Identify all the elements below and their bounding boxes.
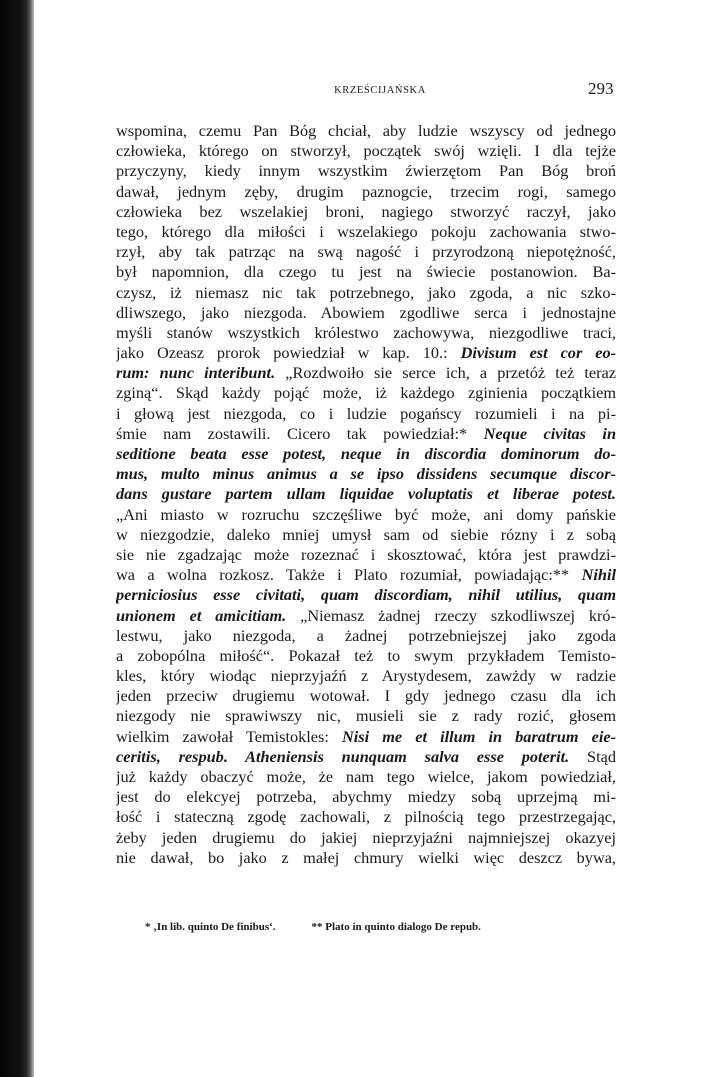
- text-line: [116, 404, 616, 424]
- text-line: [116, 545, 616, 565]
- text-line: [116, 323, 616, 343]
- text-line: [116, 807, 616, 827]
- text-segment: czysz, iż niemasz nic tak potrzebnego, jako zgoda, a nic szko-: [116, 282, 616, 302]
- text-line: [116, 444, 616, 464]
- latin-quote-segment: Nisi me et illum in baratrum eie-: [341, 726, 616, 746]
- text-line: [116, 565, 616, 585]
- text-line: [116, 585, 616, 605]
- latin-quote-segment: seditione beata esse potest, neque in discordia dominorum do-: [116, 444, 616, 463]
- text-line: [116, 242, 616, 262]
- latin-quote-segment: dans gustare partem ullam liquidae voluptatis et liberae potest.: [116, 484, 616, 504]
- text-segment: i głową jest niezgoda, co i ludzie pogańscy rozumieli i na pi-: [116, 403, 616, 423]
- latin-quote-segment: rum: nunc interibunt.: [116, 363, 276, 383]
- text-segment: niezgody nie sprawiwszy nic, musieli sie z rady rozić, głosem: [116, 706, 616, 726]
- text-line: [116, 626, 616, 646]
- text-line: [116, 202, 616, 222]
- text-line: [116, 343, 616, 363]
- text-segment: „Ani miasto w rozruchu szczęśliwe być może, ani domy pańskie: [116, 504, 616, 524]
- latin-quote-segment: perniciosius esse civitati, quam discordiam, nihil utilius, quam: [116, 585, 616, 605]
- text-line: [116, 727, 616, 747]
- text-line: [116, 222, 616, 242]
- text-line: [116, 262, 616, 282]
- text-line: [116, 283, 616, 303]
- text-segment: jeden przeciw drugiemu wotował. I gdy jednego czasu dla ich: [116, 686, 616, 706]
- text-line: [116, 706, 616, 726]
- text-line: [116, 666, 616, 686]
- text-line: [116, 121, 616, 141]
- text-line: [116, 505, 616, 525]
- text-line: [116, 747, 616, 767]
- page-number: 293: [588, 79, 614, 98]
- text-line: [116, 141, 616, 161]
- text-segment: lestwu, jako niezgoda, a żadnej potrzebniejszej jako zgoda: [116, 625, 616, 645]
- running-header: KRZEŚCIJAŃSKA: [334, 85, 426, 96]
- text-line: [116, 606, 616, 626]
- text-segment: jest do elekcyej potrzeba, abychmy miedzy sobą uprzejmą mi-: [116, 787, 616, 807]
- footnotes: [145, 921, 605, 933]
- text-line: [116, 161, 616, 181]
- text-line: [116, 363, 616, 383]
- text-line: [116, 848, 616, 868]
- text-segment: człowieka, którego on stworzył, początek swój wzięli. I dla tejże: [116, 141, 616, 161]
- footnote-1: * ‚In lib. quinto De finibus‘.: [145, 921, 276, 933]
- text-line: [116, 686, 616, 706]
- text-segment: zginą“. Skąd każdy pojąć może, iż każdego zginienia początkiem: [116, 383, 616, 403]
- text-segment: myśli stanów wszystkich królestwo zachowywa, niezgodliwe traci,: [116, 322, 616, 342]
- text-segment: sie nie zgadzając może rozeznać i skosztować, która jest prawdzi-: [116, 544, 616, 564]
- body-text: [116, 121, 616, 868]
- book-spine-edge: [0, 0, 34, 1077]
- latin-quote-segment: Divisum est cor eo-: [460, 343, 616, 363]
- text-segment: wa a wolna rozkosz. Także i Plato rozumiał, powiadając:**: [116, 565, 582, 585]
- text-line: [116, 464, 616, 484]
- text-segment: jako Ozeasz prorok powiedział w kap. 10.:: [116, 343, 461, 363]
- text-segment: a zobopólna miłość“. Pokazał też to swym przykładem Temisto-: [116, 645, 616, 665]
- text-segment: żeby jeden drugiemu do jakiej nieprzyjaźni najmniejszej okazyej: [116, 827, 616, 847]
- text-segment: dawał, jednym zęby, drugim paznogcie, trzecim rogi, samego: [116, 181, 616, 201]
- text-segment: wspomina, czemu Pan Bóg chciał, aby ludzie wszyscy od jednego: [116, 121, 616, 140]
- text-line: [116, 646, 616, 666]
- text-segment: „Niemasz żadnej rzeczy szkodliwszej kró-: [286, 605, 616, 625]
- footnote-2: ** Plato in quinto dialogo De repub.: [311, 921, 481, 933]
- text-line: [116, 424, 616, 444]
- text-segment: łość i stateczną zgodę zachowali, z pilnością tego przestrzegając,: [116, 807, 616, 827]
- latin-quote-segment: ceritis, respub. Atheniensis nunquam salva esse poterit.: [116, 746, 570, 766]
- text-line: [116, 383, 616, 403]
- latin-quote-segment: unionem et amicitiam.: [116, 605, 287, 625]
- text-line: [116, 787, 616, 807]
- text-segment: nie dawał, bo jako z małej chmury wielki więc deszcz bywa,: [116, 847, 616, 867]
- text-line: [116, 182, 616, 202]
- latin-quote-segment: Neque civitas in: [483, 423, 616, 443]
- text-segment: wielkim zawołał Temistokles:: [116, 726, 342, 746]
- text-segment: już każdy obaczyć może, że nam tego wielce, jakom powiedział,: [116, 767, 616, 786]
- latin-quote-segment: Nihil: [581, 565, 616, 585]
- text-segment: śmie nam zostawili. Cicero tak powiedział:*: [116, 423, 484, 443]
- text-line: [116, 767, 616, 787]
- text-segment: był napomnion, dla czego tu jest na świecie postanowion. Ba-: [116, 262, 616, 282]
- text-segment: kles, który wiodąc nieprzyjaźń z Arystydesem, zawżdy w radzie: [116, 666, 616, 686]
- text-segment: rzył, aby tak patrząc na swą nagość i przyrodzoną niepotężność,: [116, 242, 616, 262]
- text-segment: „Rozdwoiło sie serce ich, a przetóż też teraz: [275, 363, 616, 383]
- text-segment: tego, którego dla miłości i wszelakiego pokoju zachowania stwo-: [116, 221, 616, 241]
- text-segment: człowieka bez wszelakiej broni, nagiego stworzyć raczył, jako: [116, 201, 616, 221]
- text-line: [116, 828, 616, 848]
- text-segment: Stąd: [569, 746, 616, 766]
- text-line: [116, 303, 616, 323]
- text-segment: w niezgodzie, daleko mniej umysł sam od siebie rózny i z sobą: [116, 524, 616, 544]
- text-line: [116, 525, 616, 545]
- text-segment: dliwszego, jako niezgoda. Abowiem zgodliwe serca i jednostajne: [116, 302, 616, 322]
- latin-quote-segment: mus, multo minus animus a se ipso dissidens secumque discor-: [116, 464, 616, 484]
- text-segment: przyczyny, kiedy innym wszystkim źwierzętom Pan Bóg broń: [116, 161, 616, 181]
- text-line: [116, 484, 616, 504]
